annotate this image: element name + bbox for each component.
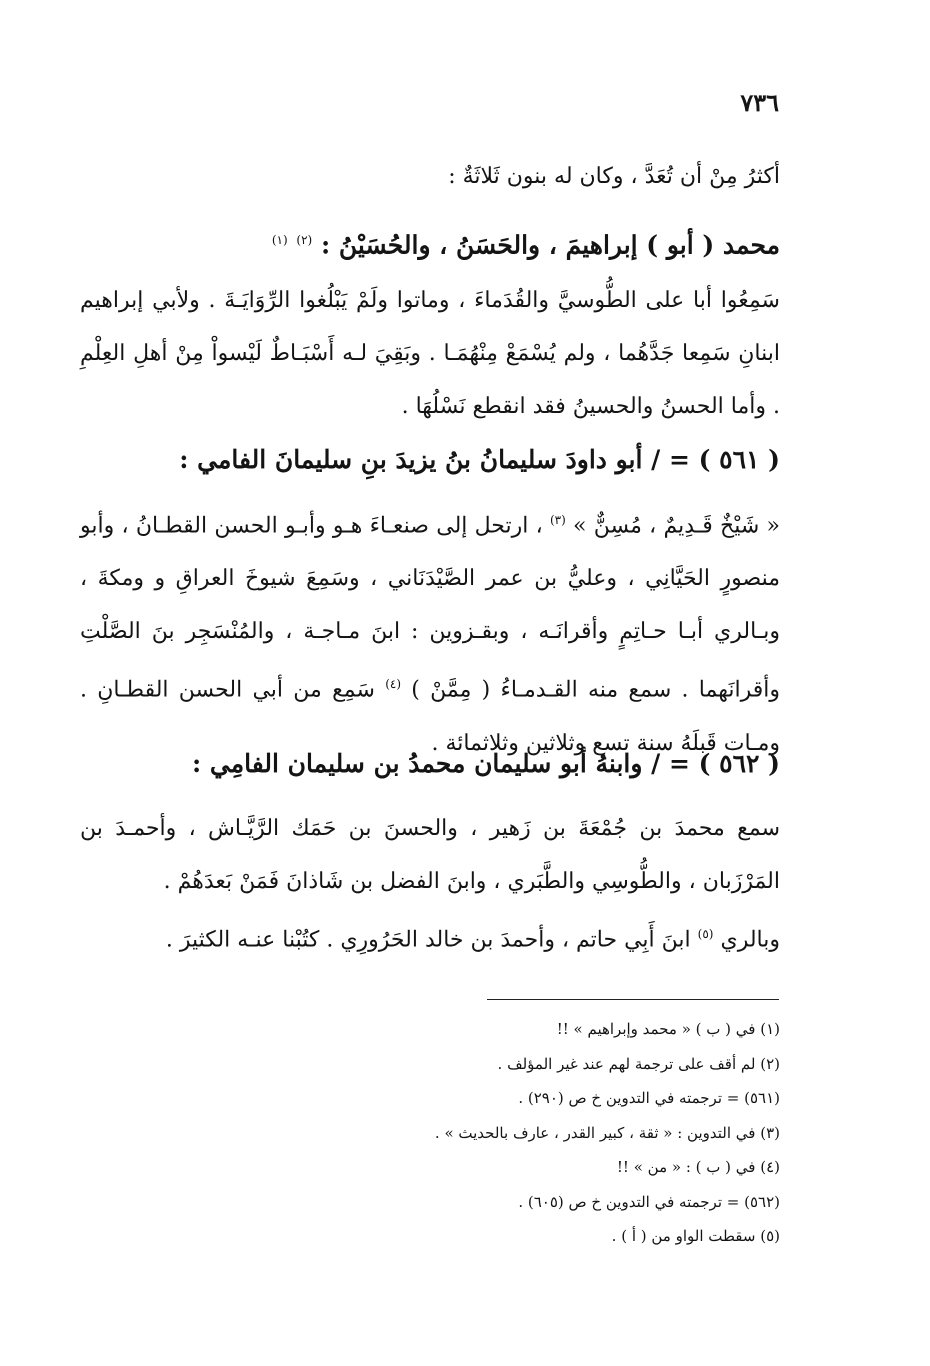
footnote-divider (487, 999, 779, 1000)
footnote-ref-3: (٣) (549, 513, 566, 527)
heading-entry-562: ( ٥٦٢ ) = / وابنهُ أبو سليمان محمدُ بن سليمان الفامِي : (191, 749, 780, 778)
paragraph-561-part3: سَمِع من أبي الحسن القطـانِ . ومـات قَبلَهُ سنة تسع وثلاثين وثلاثمائة . (80, 677, 780, 756)
footnote-item: (٥٦١) = ترجمته في التدوين خ ص (٢٩٠) . (518, 1089, 780, 1107)
paragraph-entry-561 (80, 494, 780, 770)
intro-line: أكثرُ مِنْ أن تُعَدَّ ، وكان له بنون ثَلاثَةٌ : (448, 164, 780, 189)
footnote-ref-5: (٥) (697, 927, 714, 941)
footnote-item: (٤) في ( ب ) : « من » !! (616, 1158, 780, 1176)
footnote-ref-2: (٢) (296, 233, 313, 247)
heading-sons-text: محمد ( أبو ) إبراهيمَ ، والحَسَنُ ، والحُسَيْنُ : (320, 230, 780, 260)
paragraph-entry-562-a: سمع محمدَ بن جُمْعَةَ بن زَهير ، والحسنَ بن حَمَك الرَّيَّـاش ، وأحمـدَ بن المَرْزَبان ، والطُّوسِي والطَّبَري ، وابنَ الفضل بن شَاذانَ فَمَنْ بَعدَهُمْ . (80, 816, 780, 894)
heading-entry-561: ( ٥٦١ ) = / أبو داودَ سليمانُ بنُ يزيدَ بنِ سليمانَ الفامي : (179, 445, 780, 474)
paragraph-sons: سَمِعُوا أبا على الطُّوسيَّ والقُدَماءَ ، وماتوا ولَمْ يَبْلُغوا الرِّوَايَـةَ . ولأبي إبراهيم ابنانِ سَمِعا جَدَّهُما ، ولم يُسْمَعْ مِنْهُمَـا . وبَقِيَ لـه أَسْبَـاطٌ لَيْسواْ مِنْ أهلِ العِلْمِ . وأما الحسنُ والحسينُ فقد انقطع نَسْلُهَا . (80, 288, 780, 419)
paragraph-561-part1: « شَيْخٌ قَـدِيمٌ ، مُسِنٌّ » (573, 513, 780, 539)
footnote-item: (٢) لم أقف على ترجمة لهم عند غير المؤلف . (497, 1054, 780, 1073)
footnote-item: (٣) في التدوين : « ثقة ، كبير القدر ، عارف بالحديث » . (434, 1123, 780, 1142)
footnote-list (300, 1012, 780, 1254)
footnote-item: (٥٦٢) = ترجمته في التدوين خ ص (٦٠٥) . (518, 1192, 780, 1211)
footnote-item: (١) في ( ب ) « محمد وإبراهيم » !! (556, 1020, 780, 1038)
footnote-ref-4: (٤) (385, 677, 402, 692)
page-number: ٧٣٦ (740, 88, 779, 117)
paragraph-entry-562-b (80, 908, 780, 966)
footnote-ref-1: (١) (271, 233, 288, 247)
paragraph-562b-part2: ابنَ أَبِي حاتم ، وأحمدَ بن خالد الحَرُورِي . كتُبْنا عنـه الكثيرَ . (165, 927, 691, 953)
heading-sons (80, 220, 780, 265)
footnote-item: (٥) سقطت الواو من ( أ ) . (611, 1227, 780, 1245)
paragraph-561-part2: ، ارتحل إلى صنعـاءَ هـو وأبـو الحسن القطـانُ ، وأبو منصورٍ الحَيَّانِي ، وعليُّ بن عمر الصَّيْدَنَاني ، وسَمِعَ شيوخَ العراقِ و ومكةَ ، وبـالري أبـا حـاتِمٍ وأقرانَـه ، وبقـزوين : ابنَ مـاجـة ، والمُنْسَجِر بنَ الصَّلْتِ وأقرانَهما . سمع منه القـدمـاءُ ( مِمَّنْ ) (80, 513, 780, 703)
paragraph-562b-part1: وبالري (720, 927, 780, 953)
